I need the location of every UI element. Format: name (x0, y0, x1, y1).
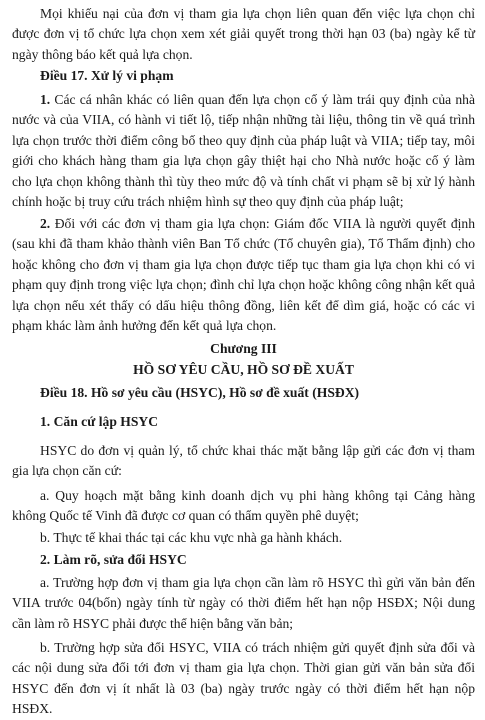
chapter-label: Chương III (210, 341, 277, 356)
section-2-item-a: a. Trường hợp đơn vị tham gia lựa chọn cần làm rõ HSYC thì gửi văn bản đến VIIA trước 04(bốn) ngày tính từ ngày có thời điểm hết hạn nộp HSĐX; Nội dung cần làm rõ HSYC phải được thể hiện bằng văn bản; (12, 575, 475, 631)
section-2-title: 2. Làm rõ, sửa đổi HSYC (40, 552, 187, 567)
intro-paragraph: Mọi khiếu nại của đơn vị tham gia lựa chọn liên quan đến việc lựa chọn chỉ được đơn vị tổ chức lựa chọn xem xét giải quyết trong thời hạn 03 (ba) ngày kể từ ngày thông báo kết quả lựa chọn. (12, 6, 475, 62)
item-number: 1. (40, 92, 51, 107)
section-1-text: HSYC do đơn vị quản lý, tổ chức khai thác mặt bằng lập gửi các đơn vị tham gia lựa chọn căn cứ: (12, 443, 475, 479)
article-17-title: Điều 17. Xử lý vi phạm (40, 68, 174, 83)
article-18-title: Điều 18. Hồ sơ yêu cầu (HSYC), Hồ sơ đề xuất (HSĐX) (40, 385, 360, 400)
article-17-item-1 (12, 90, 475, 212)
section-1-title: 1. Căn cứ lập HSYC (40, 414, 159, 429)
article-17-item-2 (12, 214, 475, 336)
section-1-item-a: a. Quy hoạch mặt bằng kinh doanh dịch vụ phi hàng không tại Cảng hàng không Quốc tế Vinh đã được cơ quan có thẩm quyền phê duyệt; (12, 488, 475, 524)
item-text: Các cá nhân khác có liên quan đến lựa chọn cố ý làm trái quy định của nhà nước và của VIIA, có hành vi tiết lộ, tiếp nhận những tài liệu, thông tin về quá trình lựa chọn trước thời điểm công bố theo quy định của pháp luật và VIIA; tiếp tay, môi giới cho khách hàng tham gia lựa chọn gây thiệt hại cho Nhà nước hoặc cố ý làm cho lựa chọn không thành thì tùy theo mức độ và tính chất vi phạm sẽ bị xử lý hành chính hoặc bị truy cứu trách nhiệm hình sự theo quy định của pháp luật; (12, 92, 475, 210)
section-1-item-b: b. Thực tế khai thác tại các khu vực nhà ga hành khách. (40, 530, 343, 545)
item-number: 2. (40, 216, 51, 231)
section-2-item-b: b. Trường hợp sửa đổi HSYC, VIIA có trách nhiệm gửi quyết định sửa đổi và các nội dung sửa đổi tới đơn vị tham gia lựa chọn. Thời gian gửi văn bản sửa đổi HSYC đến đơn vị ít nhất là 03 (ba) ngày trước ngày có thời điểm hết hạn nộp HSĐX. (12, 640, 475, 717)
item-text: Đối với các đơn vị tham gia lựa chọn: Giám đốc VIIA là người quyết định (sau khi đã tham khảo thành viên Ban Tổ chức (Tổ chuyên gia), Tổ Thẩm định) cho hoặc không cho đơn vị tham gia lựa chọn được tiếp tục tham gia lựa chọn khi có vi phạm quy định trong việc lựa chọn; đình chỉ lựa chọn hoặc không công nhận kết quả lựa chọn nếu xét thấy có dấu hiệu thông đồng, liên kết để dìm giá, hoặc có các vi phạm khác làm ảnh hưởng đến kết quả lựa chọn. (12, 216, 475, 334)
chapter-title: HỒ SƠ YÊU CẦU, HỒ SƠ ĐỀ XUẤT (133, 362, 354, 377)
